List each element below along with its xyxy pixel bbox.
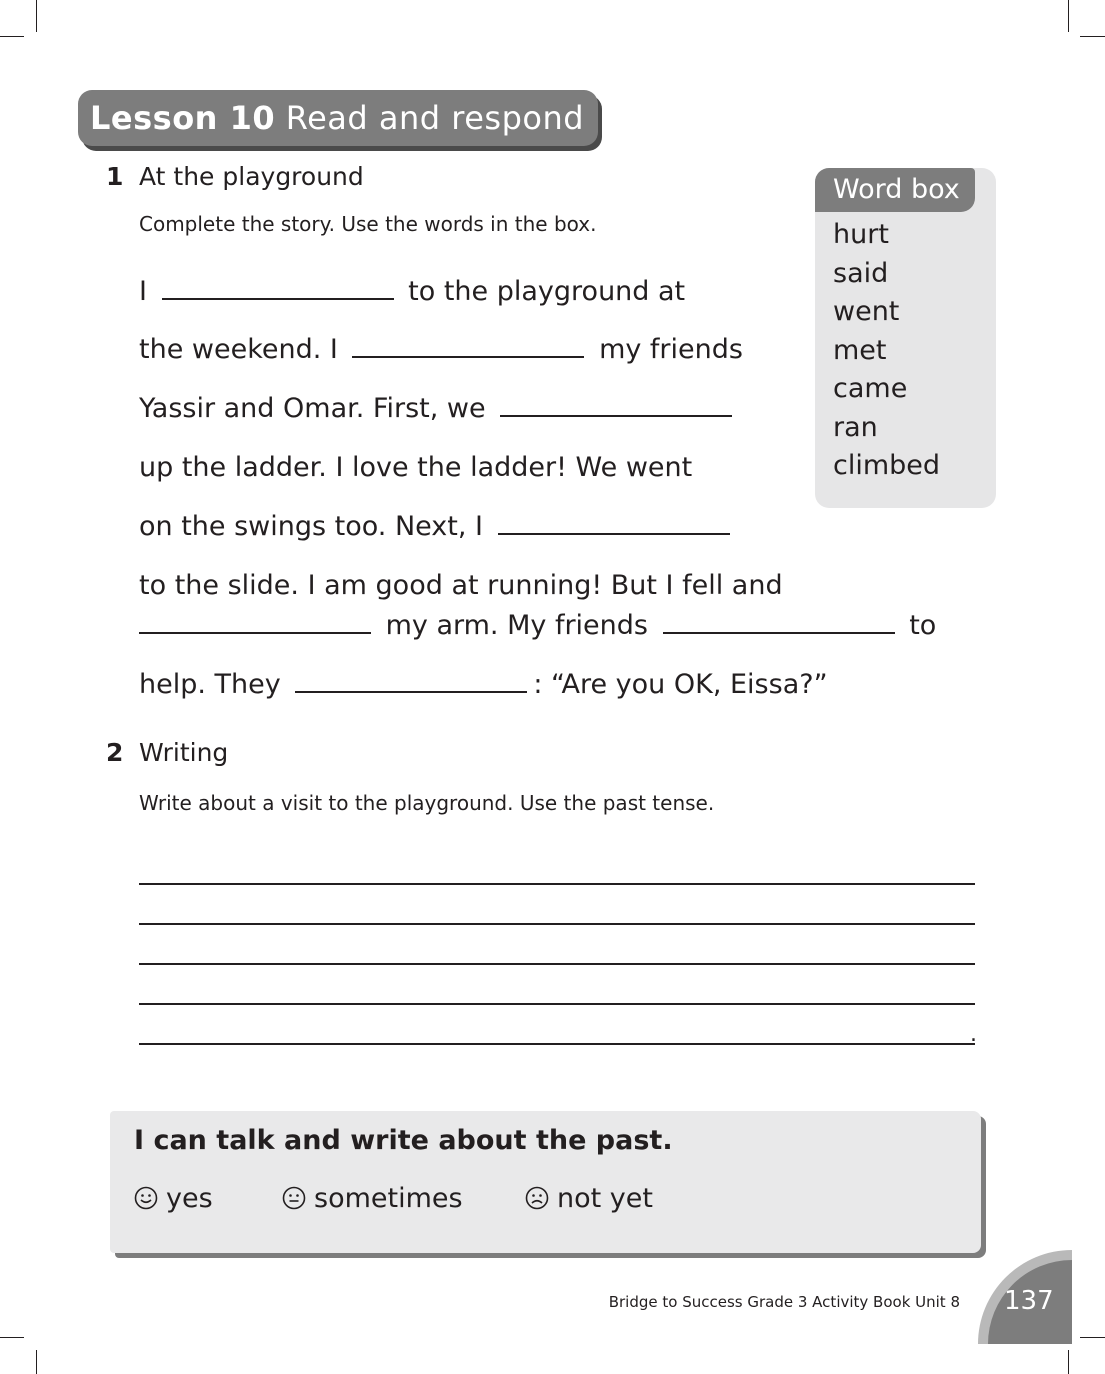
story-text: I bbox=[139, 276, 147, 307]
footer-text bbox=[609, 1293, 960, 1311]
story-line-3 bbox=[139, 393, 738, 424]
section-1-title: At the playground bbox=[139, 162, 364, 191]
word-list bbox=[833, 216, 940, 486]
word-box bbox=[815, 168, 996, 508]
story-text: up the ladder. I love the ladder! We went bbox=[139, 452, 693, 483]
word-item: said bbox=[833, 257, 889, 289]
story-text: my friends bbox=[599, 334, 743, 365]
word-item: climbed bbox=[833, 450, 941, 481]
crop-mark bbox=[0, 1337, 24, 1338]
word-item: ran bbox=[833, 411, 878, 443]
story-text: to the slide. I am good at running! But I fell and bbox=[139, 570, 783, 601]
lesson-title: Read and respond bbox=[285, 99, 585, 137]
story-line-6 bbox=[139, 570, 783, 601]
word-item: hurt bbox=[833, 219, 889, 250]
story-line-8 bbox=[139, 669, 828, 700]
writing-end-mark: . bbox=[970, 1022, 977, 1047]
section-2-number: 2 bbox=[106, 738, 124, 767]
story-text: : “Are you OK, Eissa?” bbox=[533, 669, 828, 700]
section-1-number: 1 bbox=[106, 162, 124, 191]
crop-mark bbox=[1068, 0, 1069, 32]
lesson-banner bbox=[78, 90, 598, 146]
footer-book: Grade 3 Activity Book Unit 8 bbox=[747, 1293, 960, 1311]
story-line-1 bbox=[139, 276, 685, 307]
answer-blank[interactable] bbox=[162, 298, 394, 300]
story-text: Yassir and Omar. First, we bbox=[139, 393, 486, 424]
rating-label: sometimes bbox=[314, 1183, 463, 1214]
word-item: came bbox=[833, 373, 908, 404]
page-number: 137 bbox=[1004, 1286, 1054, 1316]
section-1-instruction: Complete the story. Use the words in the box. bbox=[139, 212, 597, 236]
answer-blank[interactable] bbox=[500, 415, 732, 417]
rating-label: not yet bbox=[557, 1183, 653, 1214]
crop-mark bbox=[36, 0, 37, 32]
crop-mark bbox=[36, 1350, 37, 1374]
crop-mark bbox=[0, 36, 24, 37]
story-line-2 bbox=[139, 334, 743, 365]
rating-label: yes bbox=[166, 1183, 213, 1214]
answer-blank[interactable] bbox=[498, 533, 730, 535]
word-item: met bbox=[833, 334, 887, 366]
section-2-instruction: Write about a visit to the playground. Use the past tense. bbox=[139, 791, 715, 815]
rating-sometimes[interactable] bbox=[282, 1183, 463, 1214]
word-box-title: Word box bbox=[815, 168, 975, 212]
story-line-4 bbox=[139, 452, 692, 483]
rating-not-yet[interactable] bbox=[525, 1183, 653, 1214]
answer-blank[interactable] bbox=[663, 632, 895, 634]
writing-line[interactable] bbox=[139, 883, 975, 885]
story-text: to the playground at bbox=[408, 276, 686, 307]
writing-line[interactable] bbox=[139, 963, 975, 965]
rating-yes[interactable] bbox=[134, 1183, 213, 1214]
writing-line[interactable] bbox=[139, 1043, 975, 1045]
crop-mark bbox=[1080, 1337, 1105, 1338]
neutral-face-icon bbox=[282, 1186, 306, 1210]
answer-blank[interactable] bbox=[352, 356, 584, 358]
section-2-title: Writing bbox=[139, 738, 229, 767]
self-assessment-box bbox=[110, 1111, 981, 1253]
writing-line[interactable] bbox=[139, 923, 975, 925]
answer-blank[interactable] bbox=[295, 691, 527, 693]
story-line-7 bbox=[139, 610, 936, 641]
lesson-label: Lesson 10 bbox=[90, 99, 276, 137]
story-text: to bbox=[909, 610, 937, 641]
story-text: the weekend. I bbox=[139, 334, 338, 365]
footer-brand: Bridge to Success bbox=[608, 1293, 743, 1311]
crop-mark bbox=[1080, 36, 1105, 37]
story-text: help. They bbox=[139, 669, 281, 700]
can-do-statement: I can talk and write about the past. bbox=[134, 1125, 673, 1156]
word-item: went bbox=[833, 296, 900, 327]
story-text: my arm. My friends bbox=[385, 610, 648, 641]
sad-face-icon bbox=[525, 1186, 549, 1210]
story-line-5 bbox=[139, 511, 736, 542]
writing-line[interactable] bbox=[139, 1003, 975, 1005]
story-text: on the swings too. Next, I bbox=[139, 511, 483, 542]
crop-mark bbox=[1068, 1350, 1069, 1374]
answer-blank[interactable] bbox=[139, 632, 371, 634]
happy-face-icon bbox=[134, 1186, 158, 1210]
